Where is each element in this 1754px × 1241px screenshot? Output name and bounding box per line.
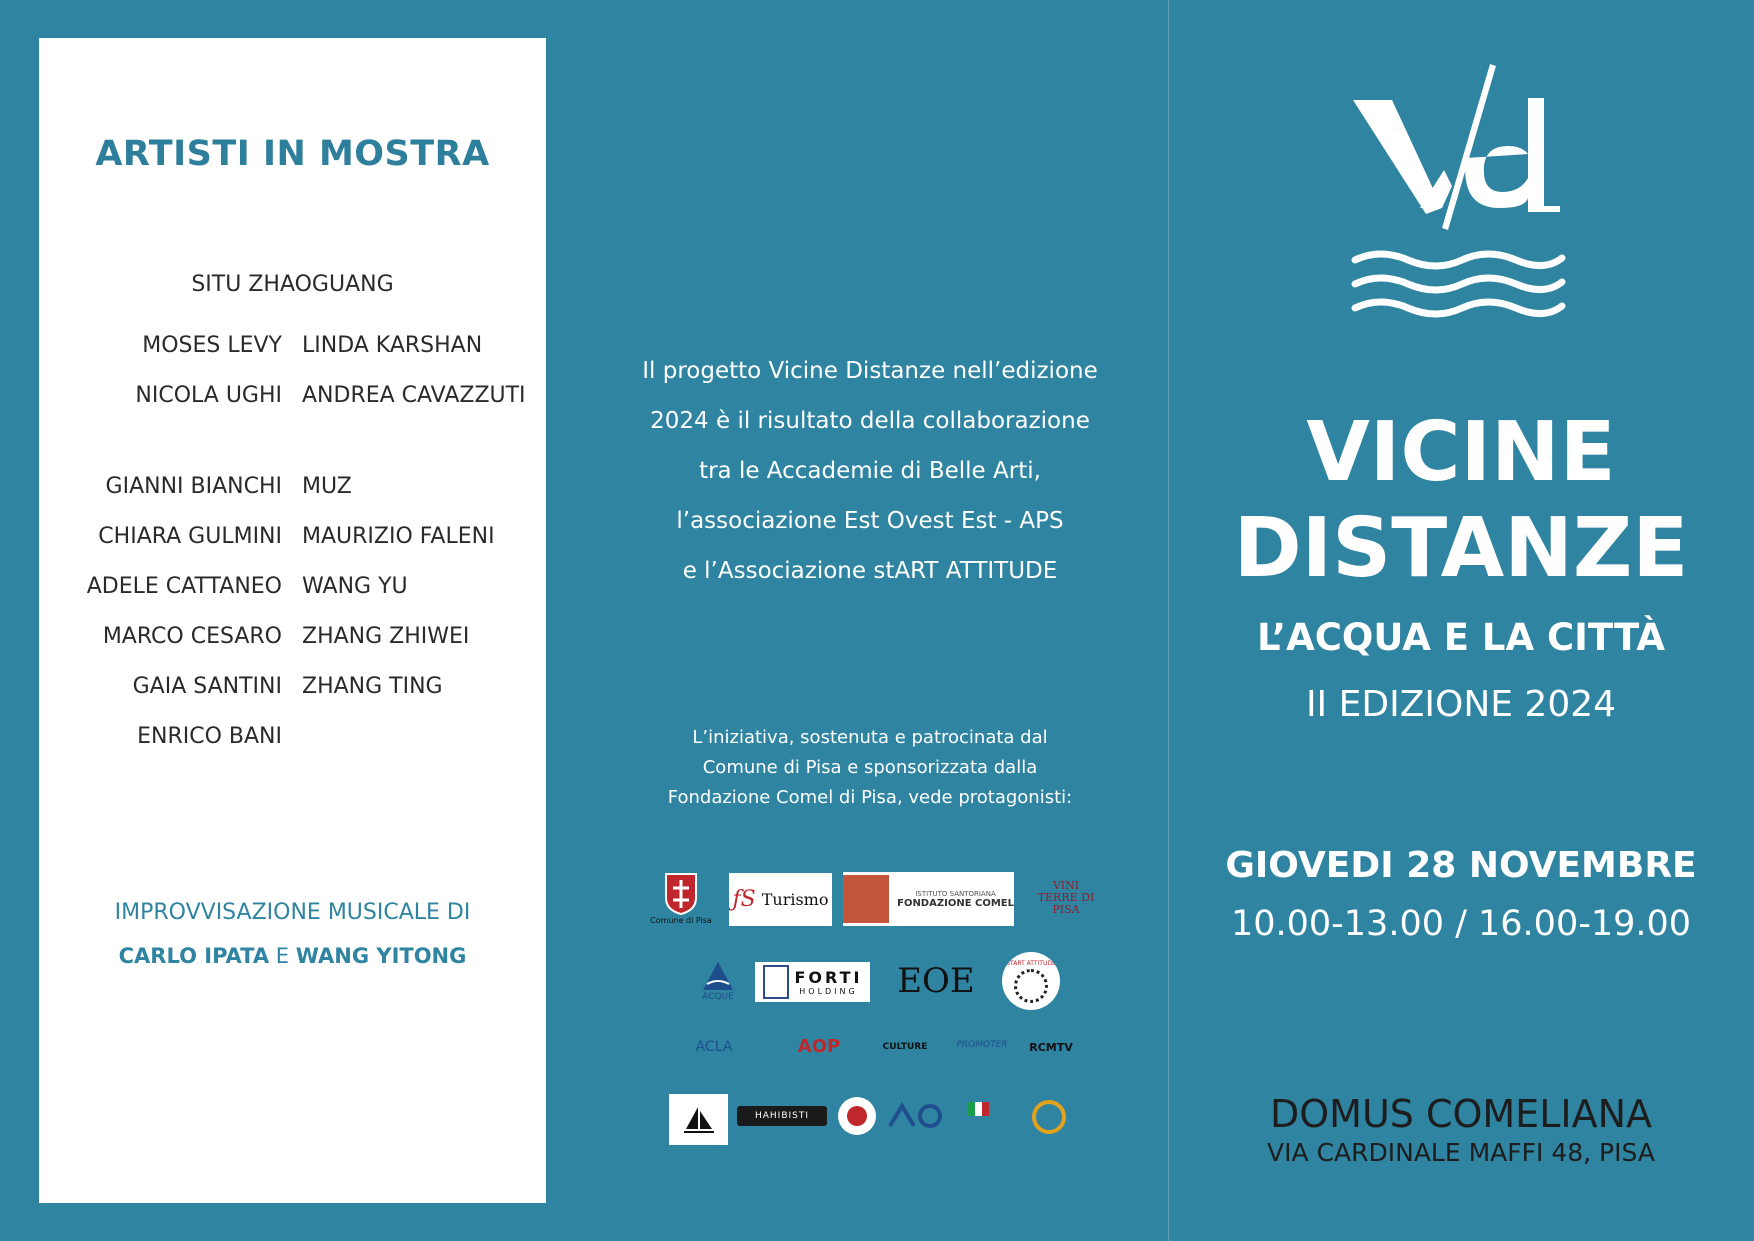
rcm-label: RCMTV (1029, 1040, 1073, 1054)
acsi-logo (884, 1100, 948, 1132)
artist-name: ANDREA CAVAZZUTI (302, 383, 526, 408)
round-emblem-logo (838, 1097, 876, 1135)
start-label: START ATTITUDE (1006, 959, 1056, 967)
turismo-label: Turismo (761, 890, 829, 909)
acsi-mark-icon (886, 1102, 946, 1130)
rotary-wheel-icon (1032, 1100, 1066, 1134)
artist-name: LINDA KARSHAN (302, 333, 483, 358)
event-date: GIOVEDI 28 NOVEMBRE (1225, 845, 1697, 886)
acque-triangle-icon (701, 960, 735, 992)
fondazione-name: FONDAZIONE COMEL (897, 897, 1014, 909)
culture-label: CULTURE (882, 1042, 928, 1052)
edition: II EDIZIONE 2024 (1305, 684, 1617, 725)
artist-name: NICOLA UGHI (135, 383, 282, 408)
venue-address: VIA CARDINALE MAFFI 48, PISA (1267, 1138, 1655, 1167)
wave-icon (1355, 278, 1562, 290)
promoter-logo (952, 1030, 1012, 1060)
performer-name: CARLO IPATA (118, 944, 270, 968)
venue-name: DOMUS COMELIANA (1269, 1092, 1652, 1136)
comune-caption: Comune di Pisa (650, 915, 712, 925)
artist-name: WANG YU (302, 574, 408, 599)
forti-holding-logo (755, 962, 870, 1002)
logo-d-stem (1528, 98, 1560, 212)
artist-name: ZHANG TING (302, 674, 443, 699)
comune-di-pisa-logo (644, 858, 718, 936)
eoe-logo (888, 958, 984, 1004)
intro-line: Il progetto Vicine Distanze nell’edizione (642, 358, 1098, 384)
turismo-mark-icon: ƒS (732, 887, 756, 912)
artist-name: ADELE CATTANEO (86, 574, 282, 599)
aop-logo (780, 1030, 858, 1062)
artist-name: GIANNI BIANCHI (105, 474, 282, 499)
artist-name: MAURIZIO FALENI (302, 524, 495, 549)
turismo-logo (729, 873, 832, 926)
culture-logo (868, 1036, 942, 1058)
forti-label: FORTI (794, 968, 863, 987)
vini-label: VINI TERRE DI PISA (1037, 878, 1095, 917)
sailboat-icon (682, 1105, 716, 1135)
artist-name: CHIARA GULMINI (98, 524, 282, 549)
vicine-distanze-logo (1350, 58, 1570, 328)
domus-building-icon (843, 875, 889, 923)
support-line: Fondazione Comel di Pisa, vede protagonisti: (667, 787, 1073, 808)
artist-name: MARCO CESARO (102, 624, 282, 649)
artist-name: GAIA SANTINI (132, 674, 282, 699)
sail-logo (669, 1094, 728, 1145)
wave-icon (1355, 254, 1562, 266)
eoe-label: EOE (897, 961, 975, 1001)
emblem-icon (847, 1106, 867, 1126)
artist-name: MOSES LEVY (142, 333, 282, 358)
hahibisti-logo (737, 1106, 827, 1126)
intro-line: e l’Associazione stART ATTITUDE (682, 558, 1058, 584)
performer-conjunction: E (275, 944, 290, 968)
fondazione-comel-logo (843, 872, 1014, 926)
acla-label: ACLA (695, 1039, 733, 1055)
music-performers (39, 944, 546, 968)
artists-title: ARTISTI IN MOSTRA (95, 134, 490, 174)
start-circle-icon (1014, 969, 1048, 1003)
wave-icon (1355, 302, 1562, 314)
subtitle: L’ACQUA E LA CITTÀ (1256, 616, 1666, 659)
start-attitude-logo (1002, 952, 1060, 1010)
artist-name: MUZ (302, 474, 352, 499)
acla-logo (668, 1032, 760, 1062)
fondazione-sub: ISTITUTO SANTORIANA (915, 889, 996, 898)
artist-name: ENRICO BANI (137, 724, 282, 749)
rotary-logo (1014, 1098, 1084, 1136)
support-line: Comune di Pisa e sponsorizzata dalla (702, 757, 1038, 778)
performer-name: WANG YITONG (295, 944, 467, 968)
acque-label: ACQUE (702, 992, 734, 1002)
intro-line: l’associazione Est Ovest Est - APS (676, 508, 1064, 534)
promoter-label: PROMOTER (956, 1040, 1008, 1050)
intro-line: tra le Accademie di Belle Arti, (699, 458, 1041, 484)
rcm-tv-logo (1020, 1030, 1082, 1064)
logo-d-bowl (1465, 146, 1528, 208)
artists-panel (39, 38, 546, 1203)
italy-flag-icon (967, 1102, 989, 1116)
artist-name: ZHANG ZHIWEI (302, 624, 470, 649)
support-line: L’iniziativa, sostenuta e patrocinata dal (692, 727, 1048, 748)
forti-shield-icon (763, 965, 789, 999)
intro-line: 2024 è il risultato della collaborazione (650, 408, 1090, 434)
acque-logo (692, 955, 744, 1007)
vini-terre-di-pisa-logo (1030, 868, 1102, 928)
hahibisti-label: HAHIBISTI (754, 1111, 810, 1121)
title-line-1: VICINE (1306, 405, 1616, 500)
featured-artist: SITU ZHAOGUANG (191, 272, 394, 297)
music-label: IMPROVVISAZIONE MUSICALE DI (114, 900, 471, 925)
holding-label: HOLDING (799, 987, 858, 996)
pisa-crest-icon (662, 870, 700, 916)
event-hours: 10.00-13.00 / 16.00-19.00 (1230, 904, 1692, 944)
aop-label: AOP (797, 1035, 841, 1057)
title-line-2: DISTANZE (1233, 501, 1689, 596)
